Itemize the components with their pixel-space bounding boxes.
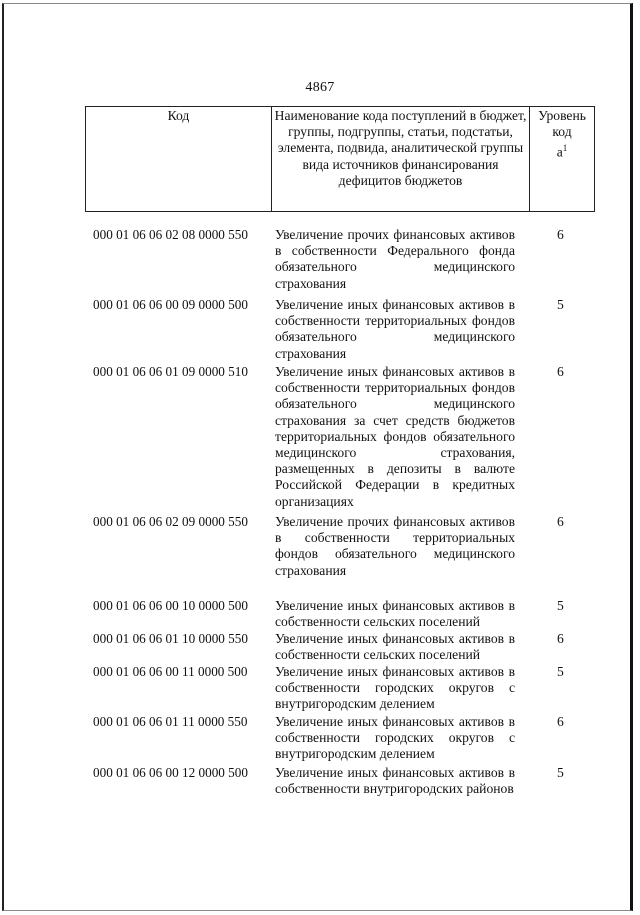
table-row xyxy=(93,765,583,815)
header-code: Код xyxy=(86,107,272,212)
row-name: Увеличение иных финансовых активов в собственности городских округов с внутригородским делением xyxy=(275,714,515,762)
row-name: Увеличение иных финансовых активов в собственности территориальных фондов обязательного медицинского страхования за счет средств бюджетов территориальных фондов обязательного медицинского страхования, размещенных в депозиты в валюте Российской Федерации в кредитных организациях xyxy=(275,364,515,509)
page-number: 4867 xyxy=(305,80,335,95)
row-level: 6 xyxy=(557,227,564,242)
table-row xyxy=(93,297,583,364)
row-name: Увеличение иных финансовых активов в собственности территориальных фондов обязательного медицинского страхования xyxy=(275,297,515,361)
table-row xyxy=(93,598,583,631)
row-name: Увеличение иных финансовых активов в собственности сельских поселений xyxy=(275,598,515,630)
header-level-text: Уровень код xyxy=(538,108,586,140)
row-name: Увеличение прочих финансовых активов в собственности территориальных фондов обязательного медицинского страхования xyxy=(275,514,515,578)
row-code: 000 01 06 06 02 09 0000 550 xyxy=(93,514,248,529)
row-code: 000 01 06 06 00 11 0000 500 xyxy=(93,664,248,679)
row-code: 000 01 06 06 01 09 0000 510 xyxy=(93,364,248,379)
header-level xyxy=(530,107,595,212)
row-level: 6 xyxy=(557,714,564,729)
row-level: 6 xyxy=(557,631,564,646)
row-code: 000 01 06 06 01 10 0000 550 xyxy=(93,631,248,646)
row-name: Увеличение иных финансовых активов в собственности городских округов с внутригородским делением xyxy=(275,664,515,712)
header-row xyxy=(86,107,595,212)
row-name: Увеличение иных финансовых активов в собственности внутригородских районов xyxy=(275,765,515,797)
table-row xyxy=(93,227,583,297)
row-code: 000 01 06 06 02 08 0000 550 xyxy=(93,227,248,242)
row-code: 000 01 06 06 00 12 0000 500 xyxy=(93,765,248,780)
row-level: 6 xyxy=(557,364,564,379)
row-name: Увеличение прочих финансовых активов в собственности Федерального фонда обязательного медицинского страхования xyxy=(275,227,515,291)
classifier-rows xyxy=(93,227,583,815)
header-table xyxy=(85,106,595,212)
row-level: 5 xyxy=(557,664,564,679)
header-level-footnote: 1 xyxy=(562,143,568,154)
table-row xyxy=(93,514,583,598)
row-code: 000 01 06 06 00 10 0000 500 xyxy=(93,598,248,613)
row-name: Увеличение иных финансовых активов в собственности сельских поселений xyxy=(275,631,515,663)
table-row xyxy=(93,664,583,714)
header-name: Наименование кода поступлений в бюджет, группы, подгруппы, статьи, подстатьи, элемента, подвида, аналитической группы вида источников финансирования дефицитов бюджетов xyxy=(272,107,530,212)
row-level: 5 xyxy=(557,598,564,613)
row-code: 000 01 06 06 00 09 0000 500 xyxy=(93,297,248,312)
table-row xyxy=(93,364,583,514)
row-code: 000 01 06 06 01 11 0000 550 xyxy=(93,714,248,729)
row-level: 5 xyxy=(557,765,564,780)
row-level: 5 xyxy=(557,297,564,312)
header-level-text-end: а xyxy=(556,144,563,160)
table-row xyxy=(93,631,583,664)
row-level: 6 xyxy=(557,514,564,529)
table-row xyxy=(93,714,583,765)
